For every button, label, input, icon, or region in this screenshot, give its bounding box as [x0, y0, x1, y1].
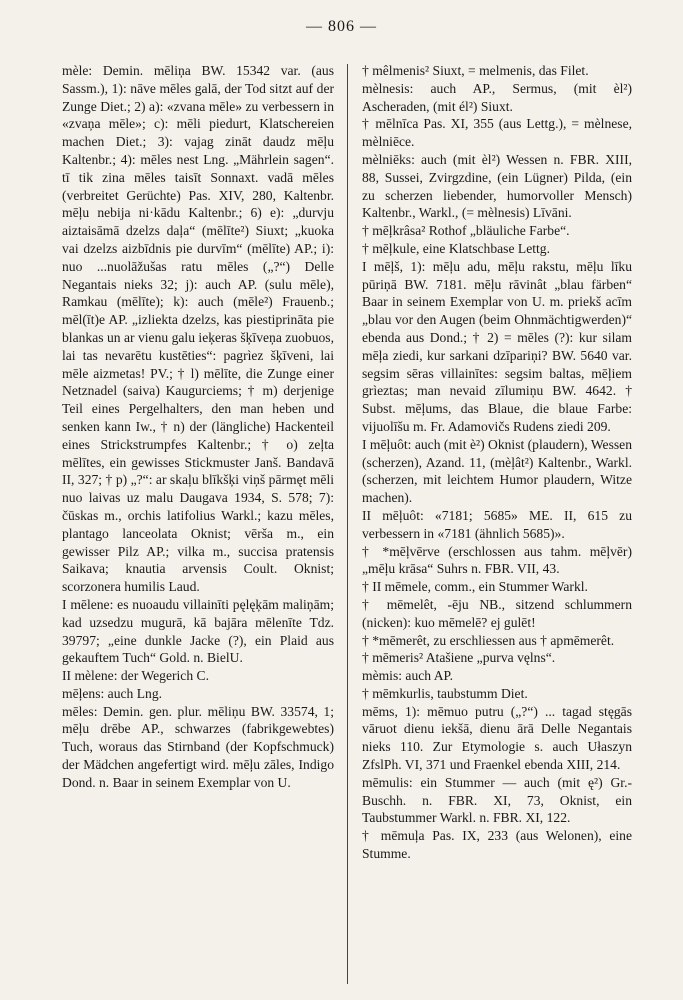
- dictionary-entry: [62, 703, 338, 792]
- page-number: — 806 —: [306, 18, 377, 35]
- dictionary-entry: [362, 62, 632, 80]
- entry-text: mèlnesis: auch AP., Sermus, (mit èl²) Ascheraden, (mit él²) Siuxt.: [362, 80, 635, 114]
- dictionary-entry: [362, 827, 636, 863]
- entry-text: † mēmkurlis, taubstumm Diet.: [362, 685, 528, 701]
- dictionary-entry: [362, 703, 636, 774]
- dictionary-entry: [362, 258, 636, 436]
- dictionary-entry: [62, 62, 338, 596]
- entry-text: mèle: Demin. mēliņa BW. 15342 var. (aus Sassm.), 1): nāve mēles galā, der Tod sitzt auf der Zunge Diet.; 2) a): «zvana mēle» zu verbessern in «zvaņa mēle»; c): mēli piedurt, Klatschereien machen Diet.; 3): vajag zināt daudz mēļu Kaltenbr.; 4): mēles nest Lng. „Mährlein sagen“. tī tik zina mēles taisīt Sonnaxt. vadā mēles (verbreitet Gerüchte) Pas. XIV, 280, Kaltenbr. mēļu nebija ni·kādu Kaltenbr.; 6) e): „durvju aiztaisāmā dzelzs daļa“ (mēlīte²) Siuxt; „kuoka vai dzelzs aizbīdnis pie durvīm“ (mēlīte) AP.; i): nuo ...nuolāžušas ratu mēles („?“) Delle Negantais nieks 32; j): auch AP. (sulu mēle), Ramkau (mēlīte); k): auch (mēle²) Frauenb.; mēl(īt)e AP. „izliekta dzelzs, kas piestiprināta pie blankas un ar vienu galu ieķeras šķīveņa zuobuos, lai tas nevarētu kustēties“: pagrìez šķīveni, lai mēle aizmetas! PV.; † l) mēlīte, die Zunge einer Netznadel (saiva) Kaugurciems; † m) derjenige Teil eines Pergelhalters, den man heben und senken kann Iw., † n) der (längliche) Hackenteil eines Strickstrumpfes Kaltenbr.; † o) zeļta mēlītes, ein gewisses Stickmuster Janš. Bandavā II, 327; † p) „?“: ar skaļu blīkšķi viņš pārmęt mēli nuo laivas uz malu Daugava 1934, S. 578; 7): čūskas m., orchis latifolius Warkl.; kazu mēles, plantago lanceolata Oknist; vērša m., ein gewisser Pilz AP.; vilka m., succisa pratensis Saikava; knautia arvensis Coult. Oknist; scorzonera humilis Laud.: [62, 63, 338, 595]
- entry-text: † *mēļvērve (erschlossen aus tahm. mēļvēr) „mēļu krāsa“ Suhrs n. FBR. VII, 43.: [362, 543, 636, 577]
- dictionary-entry: [362, 596, 636, 632]
- dictionary-entry: [362, 115, 636, 151]
- dictionary-entry: [362, 80, 635, 116]
- entry-text: † mēmuļa Pas. IX, 233 (aus Welonen), eine Stumme.: [362, 828, 636, 862]
- entry-text: † mēmelêt, -ēju NB., sitzend schlummern (nicken): kuo mēmelē? ej gulēt!: [362, 596, 636, 630]
- entry-text: I mēļuôt: auch (mit è²) Oknist (plaudern), Wessen (scherzen), Azand. 11, (mèļât²) Kaltenbr., Warkl. (scherzen, mit leichtem Humor plaudern, Witze machen).: [362, 436, 636, 506]
- dictionary-entry: [62, 685, 334, 703]
- dictionary-entry: [362, 649, 632, 667]
- dictionary-entry: [362, 543, 636, 579]
- column-divider: [347, 64, 348, 984]
- entry-text: II mèlene: der Wegerich C.: [62, 668, 209, 684]
- entry-text: mèmis: auch AP.: [362, 668, 454, 684]
- dictionary-entry: [362, 774, 636, 827]
- entry-text: † mêlmenis² Siuxt, = melmenis, das Filet.: [362, 63, 589, 78]
- dictionary-entry: [362, 632, 632, 650]
- entry-text: mēms, 1): mēmuo putru („?“) ... tagad stęgās vāruot dienu iekšā, dienu ārā Delle Negantais nieks 110. Zur Etymologie s. auch Ułaszyn ZfslPh. VI, 371 und Fraenkel ebenda XIII, 214.: [362, 703, 636, 773]
- entry-text: I mēļš, 1): mēļu adu, mēļu rakstu, mēļu līku pūriņā BW. 7181. mēļu rāvinât „blau färben“ Baar in seinem Exemplar von U. m. priekš acīm „blau vor den Augen (beim Ohnmächtigwerden)“ ebenda aus Dond.; † 2) = mēles (?): kur silam mēļa ziedi, kur sarkani dzīpariņi? BW. 5640 var. segsim sēras villainītes: segsim baltas, mēļiem grìeztas; man nevaid zīlumiņu BW. 4642. † Subst. mēļums, das Blaue, die blaue Farbe: vijuolīšu m. Fr. Adamovičs Rudens ziedi 209.: [362, 258, 636, 434]
- right-column: [362, 62, 636, 863]
- dictionary-entry: [362, 240, 632, 258]
- entry-text: † mēmeris² Atašiene „purva vęlns“.: [362, 650, 556, 666]
- entry-text: † *mēmerêt, zu erschliessen aus † apmēmerêt.: [362, 632, 615, 648]
- entry-text: † mēļkule, eine Klatschbase Lettg.: [362, 240, 550, 256]
- dictionary-entry: [362, 667, 632, 685]
- entry-text: I mēlene: es nuoaudu villainīti pęlęķām maliņām; kad uzsedzu mugurā, kā bajāra mēlenīte Tdz. 39797; „eine dunkle Jacke (?), ein Plaid aus gekauftem Tuch“ Gold. n. BielU.: [62, 596, 338, 666]
- dictionary-entry: [362, 685, 632, 703]
- dictionary-entry: [362, 151, 636, 222]
- dictionary-entry: [62, 596, 338, 667]
- entry-text: II mēļuôt: «7181; 5685» ME. II, 615 zu verbessern in «7181 (ähnlich 5685)».: [362, 507, 636, 541]
- dictionary-entry: [362, 436, 636, 507]
- left-column: [62, 62, 338, 792]
- entry-text: mēmulis: ein Stummer — auch (mit ę²) Gr.-Buschh. n. FBR. XI, 73, Oknist, ein Taubstummer Warkl. n. FBR. XI, 122.: [362, 774, 636, 826]
- entry-text: † mēlnīca Pas. XI, 355 (aus Lettg.), = mèlnese, mèlniēce.: [362, 116, 636, 150]
- entry-text: † II mēmele, comm., ein Stummer Warkl.: [362, 579, 588, 595]
- entry-text: mèlniēks: auch (mit èl²) Wessen n. FBR. XIII, 88, Sussei, Zvirgzdine, (ein Lügner) Pilda, (ein zu scherzen liebender, humorvoller Mensch) Kaltenbr., Warkl., (= mèlnesis) Līvāni.: [362, 151, 636, 221]
- entry-text: mēles: Demin. gen. plur. mēliņu BW. 33574, 1; mēļu drēbe AP., schwarzes (fabrikgewebtes) Tuch, woraus das Stirnband (der Kopfschmuck) der Mädchen angefertigt wird. mēļu zāles, Indigo Dond. n. Baar in seinem Exemplar von U.: [62, 703, 338, 790]
- dictionary-entry: [362, 578, 632, 596]
- dictionary-entry: [62, 667, 334, 685]
- dictionary-entry: [362, 507, 636, 543]
- dictionary-entry: [362, 222, 632, 240]
- entry-text: † mēļkrâsa² Rothof „bläuliche Farbe“.: [362, 223, 570, 239]
- entry-text: mēļens: auch Lng.: [62, 685, 163, 701]
